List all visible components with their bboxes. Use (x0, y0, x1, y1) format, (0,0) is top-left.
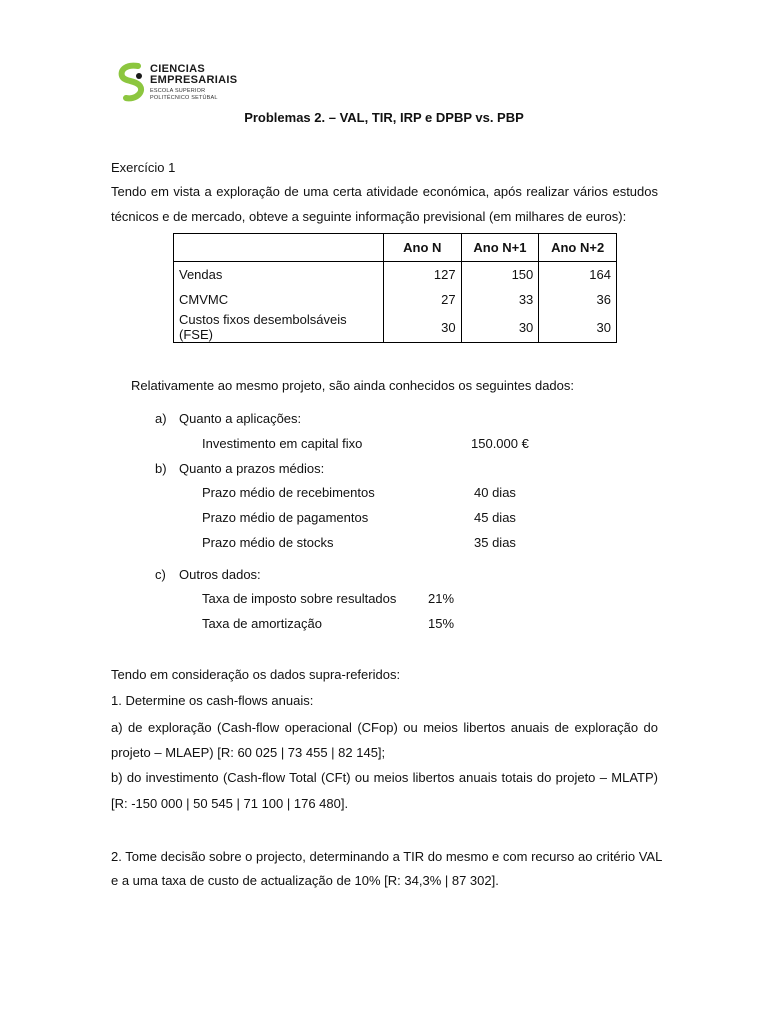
logo-line-1: CIENCIAS (150, 63, 205, 75)
additional-intro: Relativamente ao mesmo projeto, são ainda conhecidos os seguintes dados: (131, 378, 574, 393)
capital-investment-value: 150.000 € (471, 436, 529, 451)
table-header-cell (174, 234, 384, 262)
capital-investment-label: Investimento em capital fixo (202, 436, 363, 451)
table-cell: 30 (461, 312, 539, 343)
exercise-intro-line-2: técnicos e de mercado, obteve a seguinte informação previsional (em milhares de euros): (111, 209, 627, 224)
logo-line-4: POLITÉCNICO SETÚBAL (150, 95, 218, 101)
average-term-label: Prazo médio de recebimentos (202, 485, 375, 500)
logo-line-3: ESCOLA SUPERIOR (150, 88, 206, 94)
questions-intro: Tendo em consideração os dados supra-referidos: (111, 667, 401, 682)
table-header-cell: Ano N (383, 234, 461, 262)
table-cell: 36 (539, 287, 617, 312)
tax-rate-value: 21% (428, 591, 455, 606)
section-b-label: Quanto a prazos médios: (179, 461, 325, 476)
item-marker-b: b) (155, 461, 167, 476)
table-header-row (174, 234, 617, 262)
section-a-label: Quanto a aplicações: (179, 411, 302, 426)
question-1b-line-1: b) do investimento (Cash-flow Total (CFt) ou meios libertos anuais totais do projeto – MLATP) (111, 770, 658, 785)
row-label: CMVMC (174, 287, 384, 312)
school-logo (118, 60, 248, 104)
exercise-heading: Exercício 1 (111, 160, 176, 175)
forecast-table (173, 233, 617, 343)
tax-rate-label: Taxa de imposto sobre resultados (202, 591, 397, 606)
page-title: Problemas 2. – VAL, TIR, IRP e DPBP vs. PBP (244, 110, 524, 125)
table-cell: 164 (539, 262, 617, 288)
section-c-label: Outros dados: (179, 567, 261, 582)
table-cell: 150 (461, 262, 539, 288)
table-cell: 30 (539, 312, 617, 343)
table-cell: 33 (461, 287, 539, 312)
exercise-intro-line-1: Tendo em vista a exploração de uma certa atividade económica, após realizar vários estudos (111, 184, 658, 199)
question-2-line-1: 2. Tome decisão sobre o projecto, determinando a TIR do mesmo e com recurso ao critério VAL (111, 849, 663, 864)
table-header-cell: Ano N+2 (539, 234, 617, 262)
table-row (174, 262, 617, 288)
average-term-value: 40 dias (474, 485, 516, 500)
question-1a-line-1: a) de exploração (Cash-flow operacional (CFop) ou meios libertos anuais de exploração do (111, 720, 658, 735)
average-term-value: 35 dias (474, 535, 516, 550)
table-row (174, 287, 617, 312)
logo-line-2: EMPRESARIAIS (150, 74, 238, 86)
item-marker-a: a) (155, 411, 167, 426)
table-cell: 30 (383, 312, 461, 343)
average-term-value: 45 dias (474, 510, 516, 525)
row-label: Vendas (174, 262, 384, 288)
question-2-line-2: e a uma taxa de custo de actualização de 10% [R: 34,3% | 87 302]. (111, 873, 499, 888)
item-marker-c: c) (155, 567, 166, 582)
question-1: 1. Determine os cash-flows anuais: (111, 693, 314, 708)
amortization-rate-label: Taxa de amortização (202, 616, 322, 631)
table-row (174, 312, 617, 343)
table-header-cell: Ano N+1 (461, 234, 539, 262)
logo-mark-icon (118, 62, 146, 102)
question-1b-line-2: [R: -150 000 | 50 545 | 71 100 | 176 480]. (111, 796, 349, 811)
average-term-label: Prazo médio de stocks (202, 535, 334, 550)
amortization-rate-value: 15% (428, 616, 455, 631)
average-term-label: Prazo médio de pagamentos (202, 510, 369, 525)
table-cell: 27 (383, 287, 461, 312)
table-cell: 127 (383, 262, 461, 288)
row-label: Custos fixos desembolsáveis (FSE) (174, 312, 384, 343)
question-1a-line-2: projeto – MLAEP) [R: 60 025 | 73 455 | 82 145]; (111, 745, 386, 760)
